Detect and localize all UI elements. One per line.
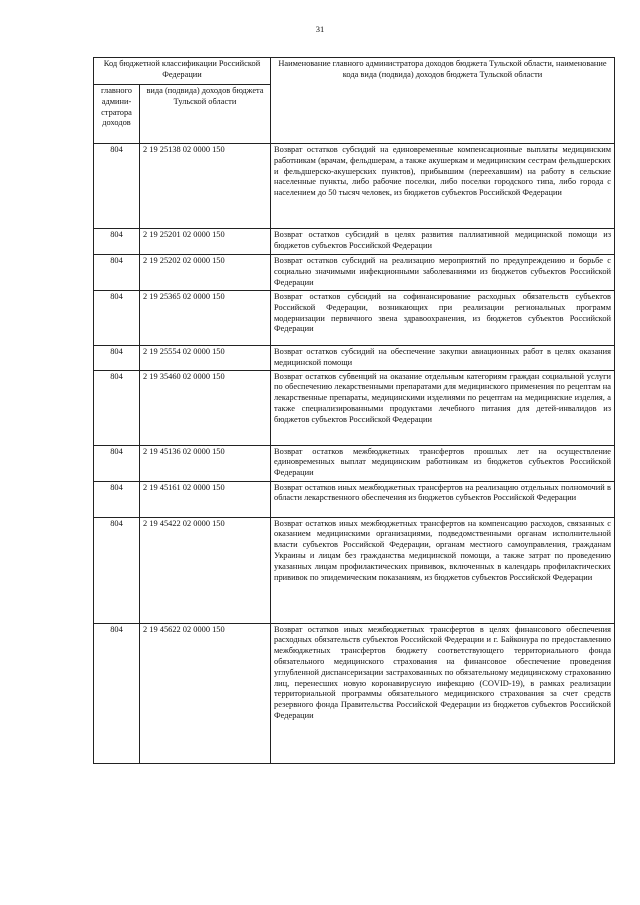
income-name-cell: Возврат остатков иных межбюджетных трансфертов в целях финансового обеспечения расходных обязательств субъектов Российской Федерации и г. Байконура по предоставлению межбюджетных трансфертов бюджету соответствующего территориального фонда обязательного медицинского страхования на финансовое обеспечение проведения углубленной диспансеризации застрахованных по обязательному медицинскому страхованию лиц, перенесших новую коронавирусную инфекцию (COVID-19), в рамках реализации территориальной программы обязательного медицинского страхования за счет средств резервного фонда Правительства Российской Федерации из бюджетов субъектов Российской Федерации: [271, 623, 615, 763]
income-name-cell: Возврат остатков иных межбюджетных трансфертов на реализацию отдельных полномочий в области лекарственного обеспечения из бюджетов субъектов Российской Федерации: [271, 481, 615, 517]
income-code-cell: 2 19 25554 02 0000 150: [140, 346, 271, 371]
income-name-cell: Возврат остатков межбюджетных трансфертов прошлых лет на осуществление единовременных выплат медицинским работникам из бюджетов субъектов Российской Федерации: [271, 445, 615, 481]
table-row: [94, 517, 615, 623]
table-row: [94, 370, 615, 445]
admin-code-cell: 804: [94, 517, 140, 623]
admin-code-cell: 804: [94, 229, 140, 255]
table-row: [94, 291, 615, 346]
income-name-cell: Возврат остатков субсидий на единовременные компенсационные выплаты медицинским работникам (врачам, фельдшерам, а также акушеркам и медицинским сестрам фельдшерских и фельдшерско-акушерских пунктов), прибывшим (переехавшим) на работу в сельские населенные пункты, либо рабочие поселки, либо поселки городского типа, либо города с населением до 50 тысяч человек, из бюджетов субъектов Российской Федерации: [271, 144, 615, 229]
income-code-cell: 2 19 45136 02 0000 150: [140, 445, 271, 481]
income-code-cell: 2 19 25201 02 0000 150: [140, 229, 271, 255]
table-row: [94, 255, 615, 291]
income-name-cell: Возврат остатков субсидий на реализацию мероприятий по предупреждению и борьбе с социально значимыми инфекционными заболеваниями из бюджетов субъектов Российской Федерации: [271, 255, 615, 291]
admin-code-cell: 804: [94, 346, 140, 371]
income-name-cell: Возврат остатков субсидий в целях развития паллиативной медицинской помощи из бюджетов субъектов Российской Федерации: [271, 229, 615, 255]
admin-code-cell: 804: [94, 370, 140, 445]
table-row: [94, 229, 615, 255]
table-row: [94, 144, 615, 229]
header-income-type: вида (подвида) доходов бюджета Тульской области: [140, 85, 271, 144]
header-name: Наименование главного администратора доходов бюджета Тульской области, наименование кода вида (подвида) доходов бюджета Тульской области: [271, 58, 615, 144]
income-code-cell: 2 19 35460 02 0000 150: [140, 370, 271, 445]
admin-code-cell: 804: [94, 144, 140, 229]
admin-code-cell: 804: [94, 481, 140, 517]
income-code-cell: 2 19 45161 02 0000 150: [140, 481, 271, 517]
budget-classification-table: [93, 57, 615, 764]
income-code-cell: 2 19 45422 02 0000 150: [140, 517, 271, 623]
income-code-cell: 2 19 25138 02 0000 150: [140, 144, 271, 229]
table-row: [94, 623, 615, 763]
admin-code-cell: 804: [94, 445, 140, 481]
income-code-cell: 2 19 25202 02 0000 150: [140, 255, 271, 291]
header-code-group: Код бюджетной классификации Российской Федерации: [94, 58, 271, 85]
table-row: [94, 481, 615, 517]
admin-code-cell: 804: [94, 255, 140, 291]
income-code-cell: 2 19 25365 02 0000 150: [140, 291, 271, 346]
income-name-cell: Возврат остатков субсидий на обеспечение закупки авиационных работ в целях оказания медицинской помощи: [271, 346, 615, 371]
income-code-cell: 2 19 45622 02 0000 150: [140, 623, 271, 763]
table-row: [94, 346, 615, 371]
income-name-cell: Возврат остатков субвенций на оказание отдельным категориям граждан социальной услуги по обеспечению лекарственными препаратами для медицинского применения по рецептам на лекарственные препараты, медицинскими изделиями по рецептам на медицинские изделия, а также специализированными продуктами лечебного питания для детей-инвалидов из бюджетов субъектов Российской Федерации: [271, 370, 615, 445]
page-number: 31: [315, 24, 325, 34]
header-admin: главного админи-стратора доходов: [94, 85, 140, 144]
table-row: [94, 445, 615, 481]
admin-code-cell: 804: [94, 623, 140, 763]
income-name-cell: Возврат остатков иных межбюджетных трансфертов на компенсацию расходов, связанных с оказанием медицинскими организациями, подведомственными органам исполнительной власти субъектов Российской Федерации, органам местного самоуправления, гражданам Украины и лицам без гражданства медицинской помощи, а также затрат по проведению указанных лицам профилактических прививок, включенных в календарь профилактических прививок по эпидемическим показаниям, из бюджетов субъектов Российской Федерации: [271, 517, 615, 623]
income-name-cell: Возврат остатков субсидий на софинансирование расходных обязательств субъектов Российской Федерации, возникающих при реализации региональных программ модернизации первичного звена здравоохранения, из бюджетов субъектов Российской Федерации: [271, 291, 615, 346]
admin-code-cell: 804: [94, 291, 140, 346]
